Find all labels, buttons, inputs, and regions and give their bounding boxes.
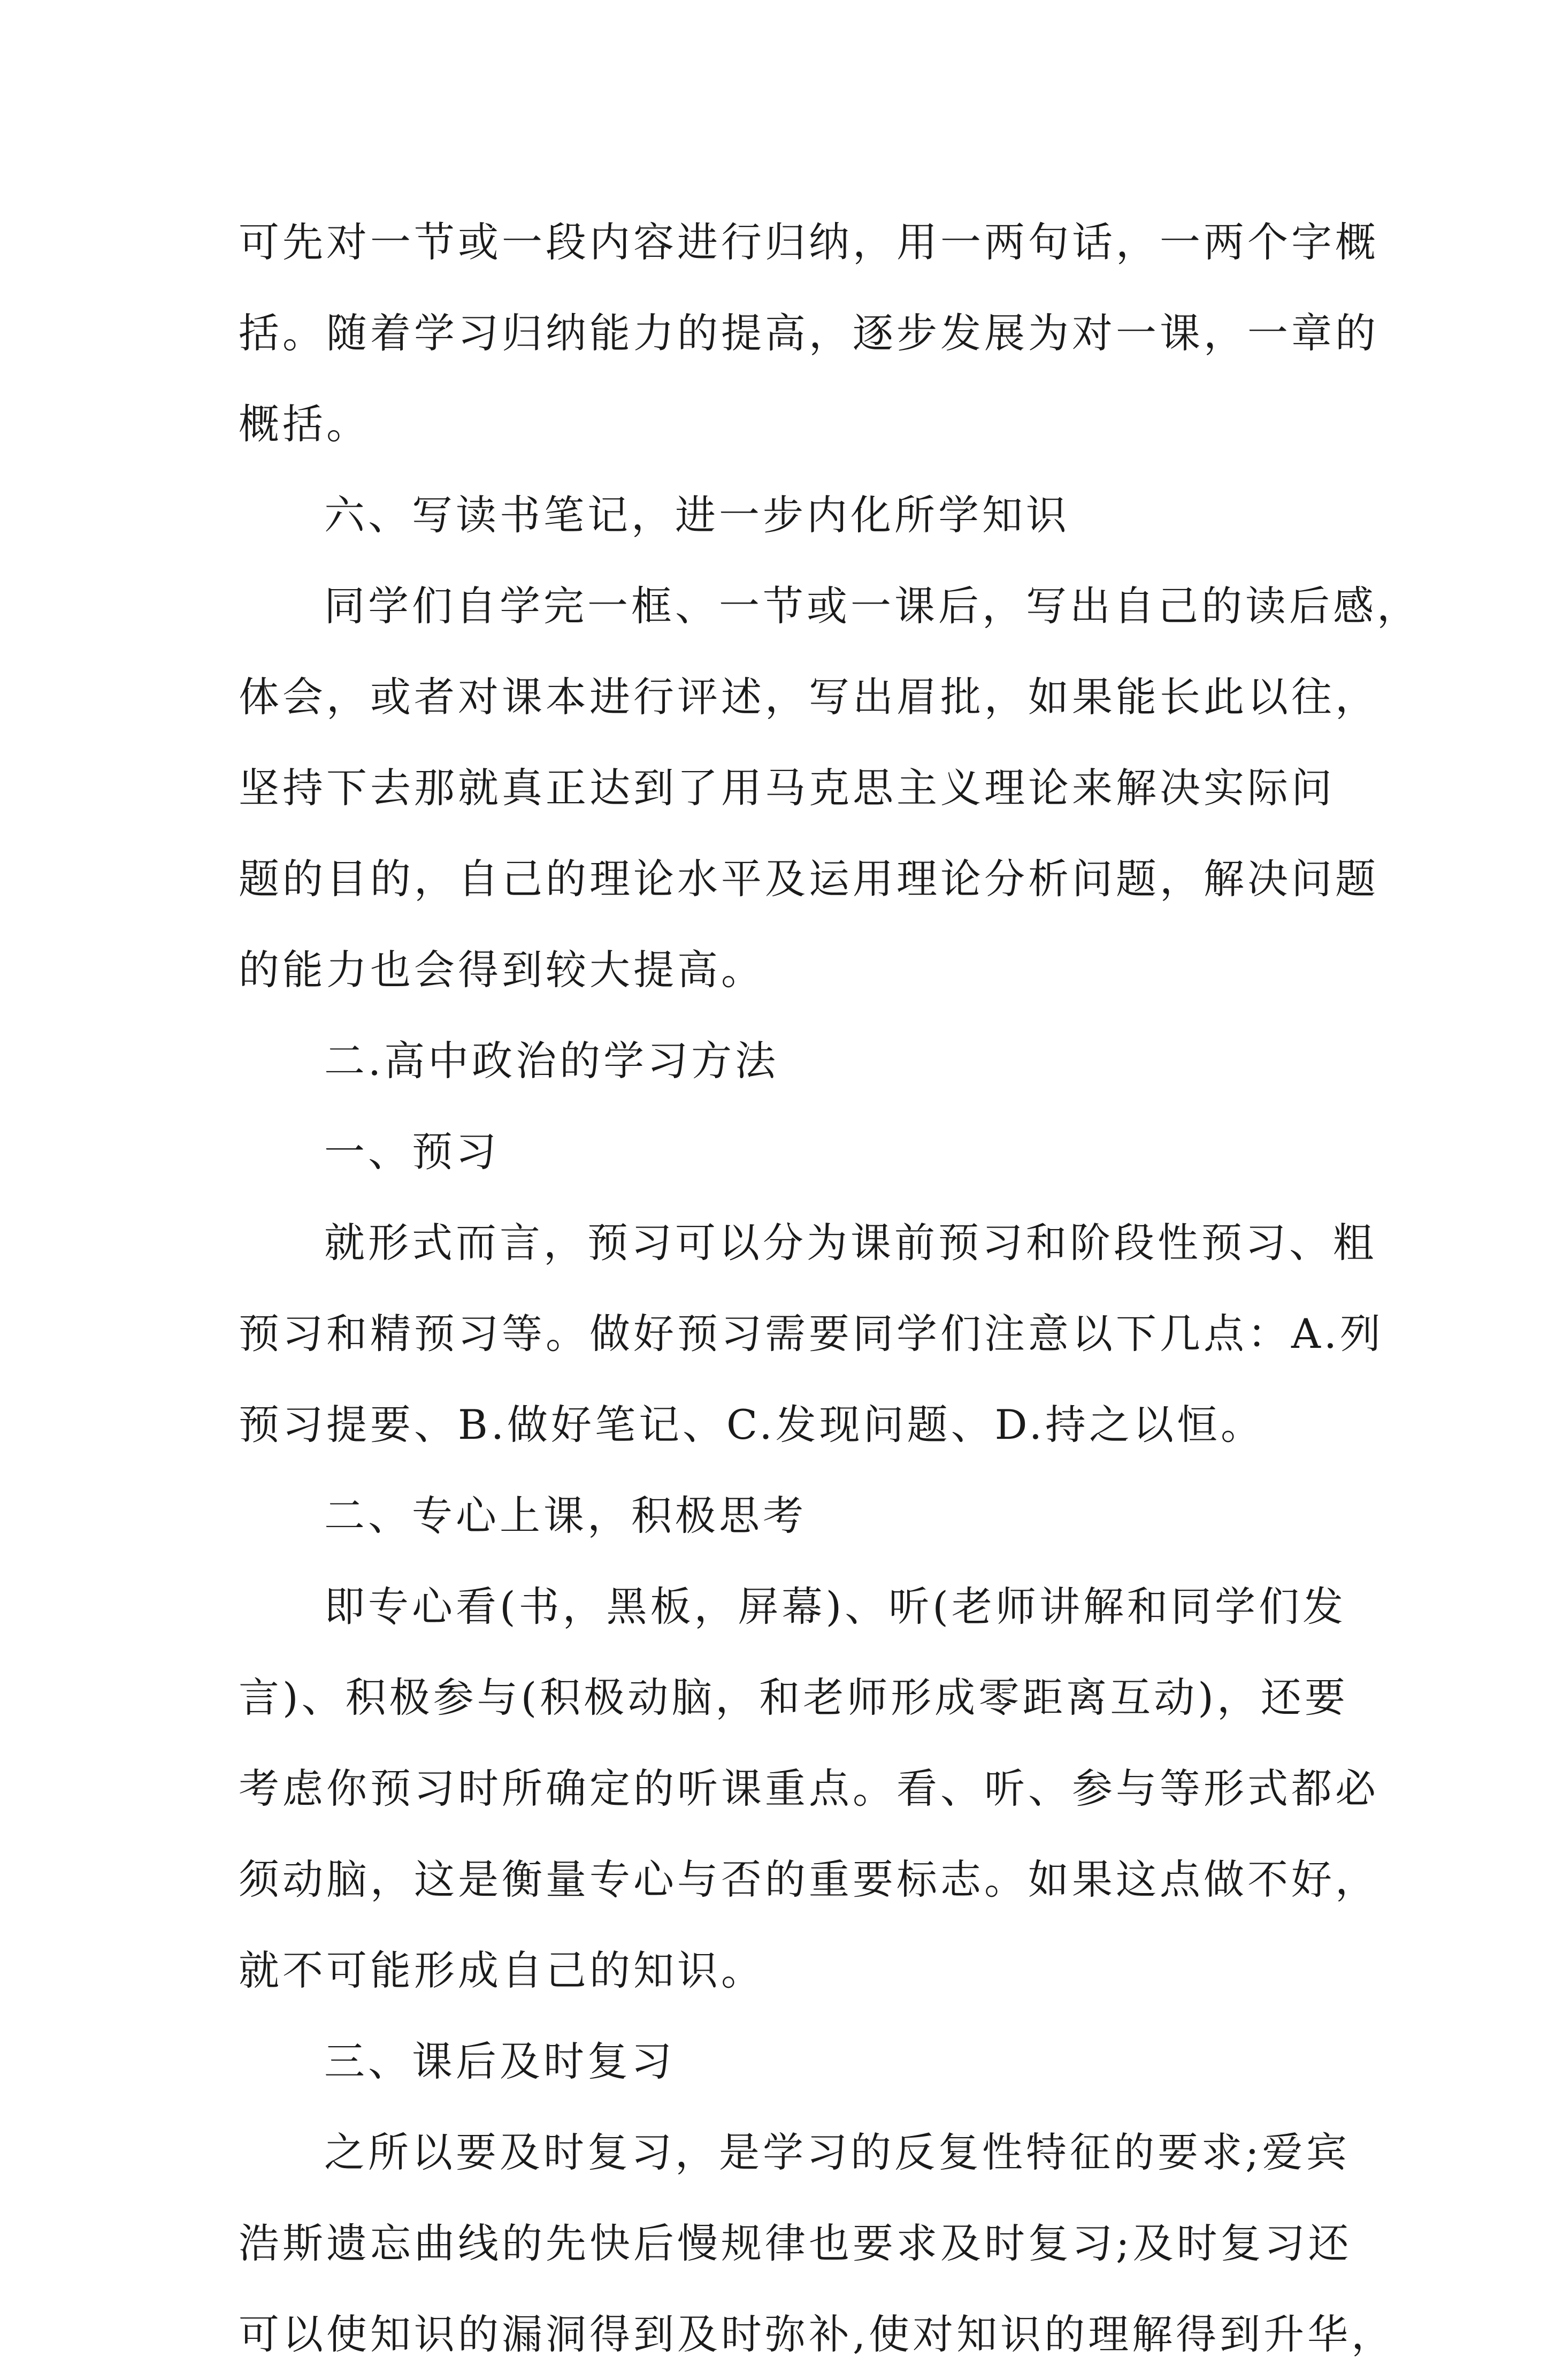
text-line: 括。随着学习归纳能力的提高，逐步发展为对一课，一章的 [239,309,1379,357]
text-line: 题的目的，自己的理论水平及运用理论分析问题，解决问题 [239,855,1379,903]
text-line: 概括。 [239,400,370,448]
text-line: 预习和精预习等。做好预习需要同学们注意以下几点：A.列 [239,1310,1384,1357]
document-body [239,197,1421,2380]
section-heading: 六、写读书笔记，进一步内化所学知识 [324,491,1070,539]
text-line: 同学们自学完一框、一节或一课后，写出自己的读后感， [324,582,1421,630]
text-line: 就形式而言，预习可以分为课前预习和阶段性预习、粗 [324,1219,1377,1267]
text-line: 浩斯遗忘曲线的先快后慢规律也要求及时复习;及时复习还 [239,2219,1352,2267]
section-heading: 二、专心上课，积极思考 [324,1492,807,1539]
text-line: 可以使知识的漏洞得到及时弥补,使对知识的理解得到升华， [239,2310,1396,2358]
text-line: 可先对一节或一段内容进行归纳，用一两句话，一两个字概 [239,218,1379,266]
section-heading: 三、课后及时复习 [324,2038,675,2085]
text-line: 坚持下去那就真正达到了用马克思主义理论来解决实际问 [239,764,1335,812]
text-line: 体会，或者对课本进行评述，写出眉批，如果能长此以往， [239,673,1379,721]
section-heading: 二.高中政治的学习方法 [324,1037,779,1085]
text-line: 即专心看(书，黑板，屏幕)、听(老师讲解和同学们发 [324,1583,1346,1630]
text-line: 须动脑，这是衡量专心与否的重要标志。如果这点做不好， [239,1856,1379,1903]
text-line: 之所以要及时复习，是学习的反复性特征的要求;爱宾 [324,2129,1350,2176]
text-line: 预习提要、B.做好笔记、C.发现问题、D.持之以恒。 [239,1401,1265,1448]
text-line: 考虑你预习时所确定的听课重点。看、听、参与等形式都必 [239,1765,1379,1812]
section-heading: 一、预习 [324,1128,500,1176]
text-line: 的能力也会得到较大提高。 [239,946,765,994]
text-line: 言)、积极参与(积极动脑，和老师形成零距离互动)，还要 [239,1674,1348,1721]
text-line: 就不可能形成自己的知识。 [239,1947,765,1994]
